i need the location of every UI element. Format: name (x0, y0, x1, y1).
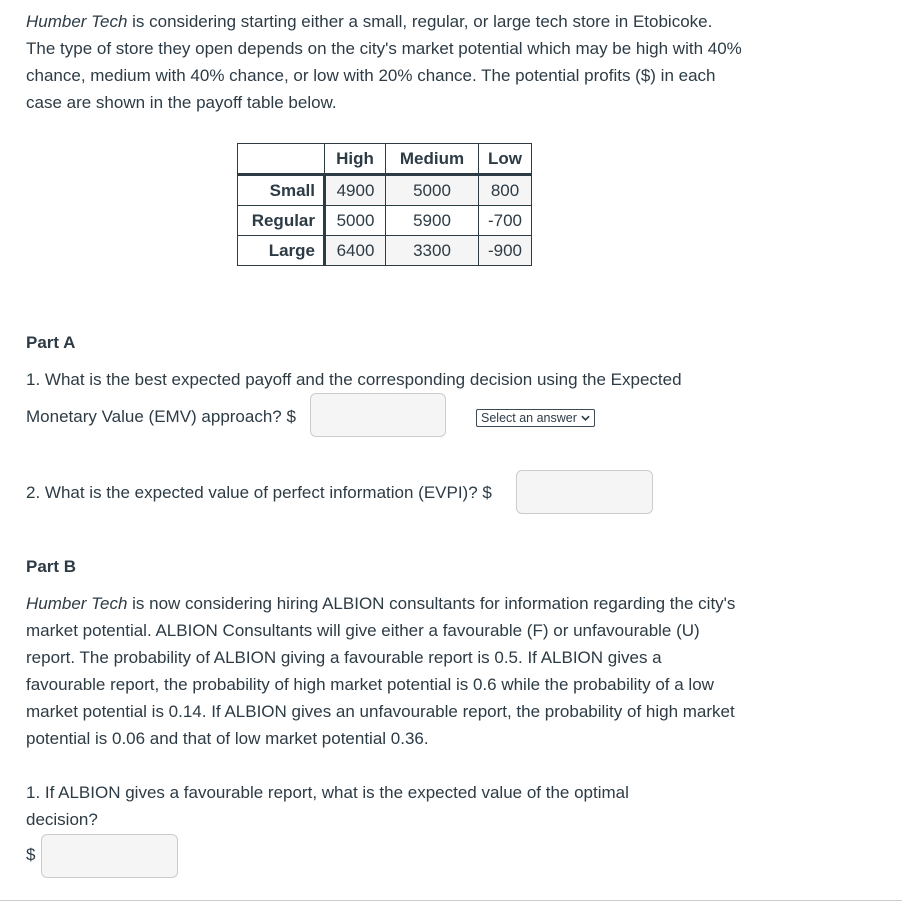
part-a-title: Part A (26, 333, 76, 352)
table-header-row (238, 144, 532, 175)
part-a-q1-line2: Monetary Value (EMV) approach? $ (26, 407, 296, 426)
evpi-input[interactable] (516, 470, 653, 514)
select-label: Select an answer (481, 411, 577, 425)
intro-text: is considering starting either a small, regular, or large tech store in Etobicoke. The type of store they open depends on the city's market potential which may be high with 40% chance, medium with 40% chance, or low with 20% chance. The potential profits ($) in each case are shown in the payoff table below. (26, 12, 742, 112)
table-cell: 5000 (325, 206, 386, 236)
chevron-down-icon (581, 415, 590, 421)
intro-paragraph (26, 8, 746, 116)
table-cell: 5900 (386, 206, 479, 236)
divider (0, 900, 902, 901)
table-cell: 5000 (386, 175, 479, 206)
emv-decision-select[interactable] (476, 409, 595, 427)
table-row (238, 175, 532, 206)
table-cell: 4900 (325, 175, 386, 206)
table-row (238, 206, 532, 236)
table-cell: 800 (479, 175, 532, 206)
payoff-table (237, 143, 532, 266)
favourable-ev-input[interactable] (41, 834, 178, 878)
column-header-high: High (325, 144, 386, 175)
column-header-medium: Medium (386, 144, 479, 175)
table-row (238, 236, 532, 266)
table-corner-cell (238, 144, 325, 175)
part-b-q1-text: 1. If ALBION gives a favourable report, what is the expected value of the optimal decision? (26, 783, 629, 829)
row-header-small: Small (238, 175, 325, 206)
intro-company: Humber Tech (26, 12, 128, 31)
currency-symbol: $ (26, 845, 36, 864)
part-b-text: is now considering hiring ALBION consultants for information regarding the city's market potential. ALBION Consultants will give either a favourable (F) or unfavourable (U) report. The probability of ALBION giving a favourable report is 0.5. If ALBION gives a favourable report, the probability of high market potential is 0.6 while the probability of a low market potential is 0.14. If ALBION gives an unfavourable report, the probability of high market potential is 0.06 and that of low market potential 0.36. (26, 594, 736, 748)
row-header-large: Large (238, 236, 325, 266)
column-header-low: Low (479, 144, 532, 175)
table-cell: -900 (479, 236, 532, 266)
table-cell: 6400 (325, 236, 386, 266)
table-cell: -700 (479, 206, 532, 236)
part-b-company: Humber Tech (26, 594, 128, 613)
emv-payoff-input[interactable] (310, 393, 446, 437)
table-cell: 3300 (386, 236, 479, 266)
row-header-regular: Regular (238, 206, 325, 236)
part-b-title: Part B (26, 557, 77, 576)
part-a-q2-text: 2. What is the expected value of perfect information (EVPI)? $ (26, 483, 492, 502)
part-a-q1-line1: 1. What is the best expected payoff and the corresponding decision using the Expected (26, 370, 682, 389)
part-b-paragraph (26, 590, 738, 752)
